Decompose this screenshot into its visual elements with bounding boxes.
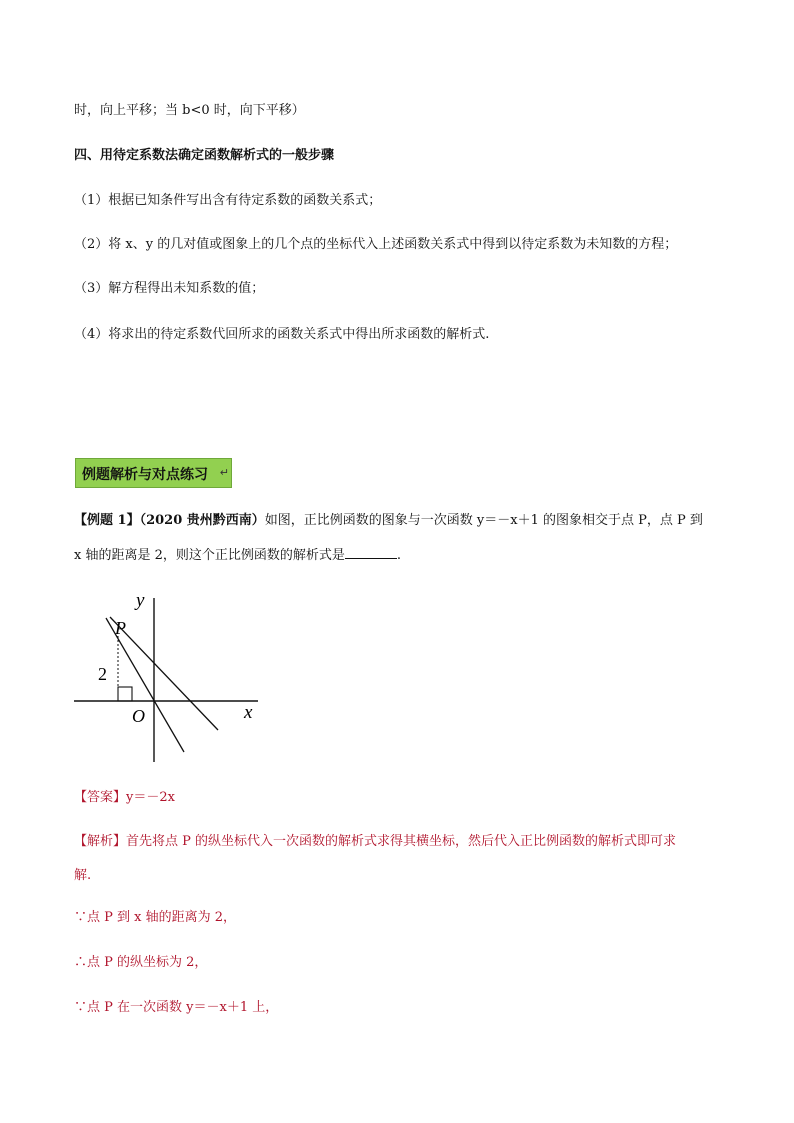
section-banner — [75, 458, 232, 488]
reason-3: ∵点 P 在一次函数 y＝－x＋1 上， — [74, 1000, 279, 1015]
example-tag: 【例题 1】 — [74, 513, 140, 528]
function-graph — [70, 584, 270, 766]
text-line-translation-note: 时，向上平移；当 b<0 时，向下平移） — [74, 103, 305, 118]
analysis-tag: 【解析】 — [74, 834, 127, 849]
right-angle-mark — [118, 687, 132, 701]
distance-label: 2 — [98, 664, 107, 684]
origin-label: O — [132, 706, 145, 726]
point-p-label: P — [115, 618, 126, 638]
example-text-1: 如图，正比例函数的图象与一次函数 y＝－x＋1 的图象相交于点 P，点 P 到 — [264, 513, 703, 528]
example-source: （2020 贵州黔西南） — [139, 513, 265, 528]
example-text-2-end: . — [396, 548, 402, 563]
example-line-2 — [74, 546, 401, 566]
banner-label: 例题解析与对点练习 — [82, 467, 208, 483]
step-2: （2）将 x、y 的几对值或图象上的几个点的坐标代入上述函数关系式中得到以待定系数为未知数的方程； — [74, 237, 678, 252]
return-mark-icon: ↵ — [219, 466, 229, 479]
answer-line — [74, 788, 175, 808]
answer-value: y＝－2x — [126, 790, 175, 805]
analysis-text-1: 首先将点 P 的纵坐标代入一次函数的解析式求得其横坐标，然后代入正比例函数的解析式即可求 — [126, 834, 677, 849]
analysis-line-1 — [74, 832, 676, 852]
y-axis-label: y — [136, 590, 145, 611]
step-3: （3）解方程得出未知系数的值； — [74, 281, 265, 296]
analysis-line-2: 解. — [74, 868, 92, 883]
line-linear — [110, 617, 218, 730]
x-axis-label: x — [244, 702, 253, 723]
section-heading: 四、用待定系数法确定函数解析式的一般步骤 — [74, 148, 335, 163]
answer-tag: 【答案】 — [74, 790, 127, 805]
reason-2: ∴点 P 的纵坐标为 2， — [74, 955, 208, 970]
step-4: （4）将求出的待定系数代回所求的函数关系式中得出所求函数的解析式. — [74, 327, 490, 342]
example-line-1 — [74, 511, 703, 531]
step-1: （1）根据已知条件写出含有待定系数的函数关系式； — [74, 193, 382, 208]
reason-1: ∵点 P 到 x 轴的距离为 2， — [74, 910, 237, 925]
example-text-2: x 轴的距离是 2，则这个正比例函数的解析式是 — [74, 548, 345, 563]
answer-blank — [345, 546, 397, 559]
